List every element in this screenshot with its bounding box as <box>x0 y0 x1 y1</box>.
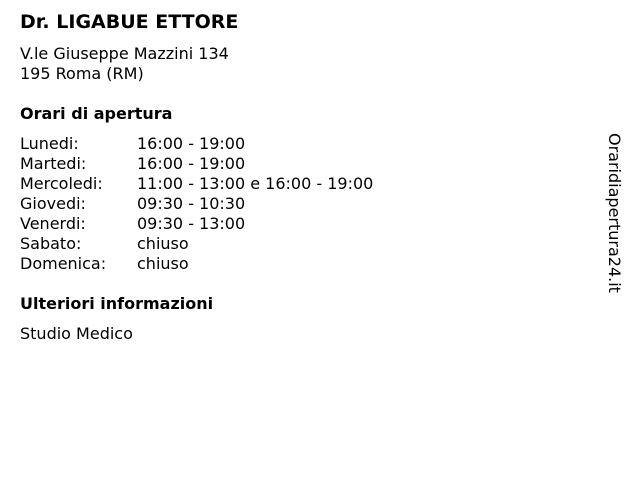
additional-info-heading: Ulteriori informazioni <box>20 294 214 313</box>
hours-day: Domenica: <box>20 254 107 273</box>
hours-row <box>20 174 373 194</box>
hours-time: 16:00 - 19:00 <box>137 154 246 173</box>
hours-day: Sabato: <box>20 234 82 253</box>
hours-day: Lunedi: <box>20 134 79 153</box>
hours-row <box>20 194 373 214</box>
hours-time: 09:30 - 13:00 <box>137 214 246 233</box>
hours-day: Venerdi: <box>20 214 86 233</box>
hours-time: chiuso <box>137 234 189 253</box>
hours-day: Martedi: <box>20 154 87 173</box>
hours-day: Giovedi: <box>20 194 86 213</box>
address-city: 195 Roma (RM) <box>20 64 144 83</box>
hours-time: 09:30 - 10:30 <box>137 194 246 213</box>
hours-time: 11:00 - 13:00 e 16:00 - 19:00 <box>137 174 374 193</box>
hours-row <box>20 234 373 254</box>
opening-hours-heading: Orari di apertura <box>20 104 173 123</box>
hours-row <box>20 134 373 154</box>
opening-hours-table <box>20 134 373 274</box>
page-title: Dr. LIGABUE ETTORE <box>20 11 239 33</box>
hours-time: 16:00 - 19:00 <box>137 134 246 153</box>
hours-time: chiuso <box>137 254 189 273</box>
address-street: V.le Giuseppe Mazzini 134 <box>20 44 229 63</box>
hours-row <box>20 254 373 274</box>
hours-day: Mercoledi: <box>20 174 103 193</box>
hours-row <box>20 214 373 234</box>
address <box>20 44 229 84</box>
hours-row <box>20 154 373 174</box>
site-watermark: Oraridiapertura24.it <box>605 133 624 293</box>
additional-info-text: Studio Medico <box>20 324 133 343</box>
